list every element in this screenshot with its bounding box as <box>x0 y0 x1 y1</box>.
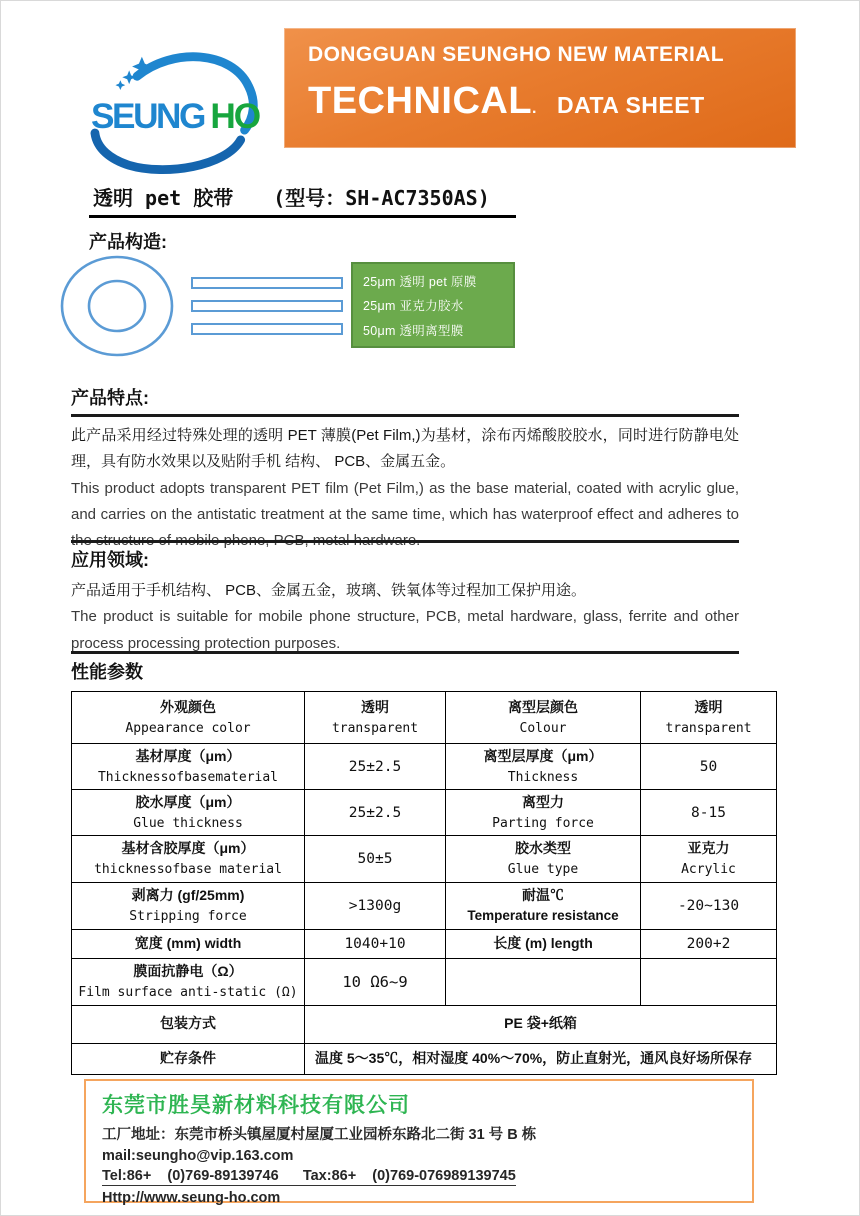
logo-swoosh-bottom <box>95 133 241 170</box>
table-cell: 胶水类型 Glue type <box>446 836 641 882</box>
table-cell: -20~130 <box>641 882 777 929</box>
table-cell: 剥离力 (gf/25mm) Stripping force <box>72 882 305 929</box>
features-heading: 产品特点: <box>71 387 739 417</box>
tape-layer-bars <box>191 277 343 346</box>
table-row <box>72 882 777 929</box>
seungho-logo-graphic <box>83 45 279 179</box>
layer-legend <box>351 262 515 348</box>
construction-heading: 产品构造: <box>89 232 167 252</box>
banner-title-main: TECHNICAL <box>308 80 533 122</box>
table-row <box>72 790 777 836</box>
logo-word-right: HO <box>210 97 262 137</box>
table-cell: 200+2 <box>641 929 777 958</box>
legend-layer-2: 25μm 亚克力胶水 <box>363 299 464 314</box>
features-section <box>71 387 739 554</box>
table-cell: 25±2.5 <box>305 790 446 836</box>
table-cell: 离型层颜色 Colour <box>446 692 641 744</box>
table-row <box>72 1043 777 1074</box>
tape-roll-icon <box>59 254 177 363</box>
table-cell: 10 Ω6~9 <box>305 958 446 1005</box>
banner-company-line: DONGGUAN SEUNGHO NEW MATERIAL <box>308 43 725 66</box>
table-cell: 宽度 (mm) width <box>72 929 305 958</box>
tape-layer-bar <box>191 323 343 335</box>
table-cell: 离型力 Parting force <box>446 790 641 836</box>
email-line: mail:seungho@vip.163.com <box>102 1148 294 1164</box>
table-cell: 包装方式 <box>72 1005 305 1043</box>
applications-text-zh: 产品适用于手机结构、 PCB、金属五金，玻璃、铁氧体等过程加工保护用途。 <box>71 582 587 600</box>
table-cell: PE 袋+纸箱 <box>305 1005 777 1043</box>
features-text-en: This product adopts transparent PET film (Pet Film,) as the base material, coated with acrylic glue, and carries on the antistatic treatment at the same time, which has waterproof effect and adheres to the structure of mobile phone, PCB, metal hardware. <box>71 479 739 549</box>
table-cell: 外观颜色 Appearance color <box>72 692 305 744</box>
table-cell: 贮存条件 <box>72 1043 305 1074</box>
table-cell: 1040+10 <box>305 929 446 958</box>
table-cell: 透明 transparent <box>305 692 446 744</box>
phone-fax-line: Tel:86+ (0)769-89139746 Tax:86+ (0)769-076989139745 <box>102 1168 516 1184</box>
table-row <box>72 958 777 1005</box>
company-name: 东莞市胜昊新材料科技有限公司 <box>102 1094 410 1117</box>
parameters-section <box>71 651 739 684</box>
table-cell: 耐温℃ Temperature resistance <box>446 882 641 929</box>
table-cell: 基材厚度（μm） Thicknessofbasematerial <box>72 744 305 790</box>
banner-title <box>308 80 796 123</box>
tape-layer-bar <box>191 300 343 312</box>
website-line: Http://www.seung-ho.com <box>102 1190 281 1206</box>
table-cell: 亚克力 Acrylic <box>641 836 777 882</box>
table-cell: 离型层厚度（μm） Thickness <box>446 744 641 790</box>
table-row <box>72 929 777 958</box>
table-cell: 胶水厚度（μm） Glue thickness <box>72 790 305 836</box>
table-cell: 膜面抗静电（Ω） Film surface anti-static (Ω) <box>72 958 305 1005</box>
table-cell: >1300g <box>305 882 446 929</box>
table-cell: 温度 5～35℃，相对湿度 40%～70%，防止直射光，通风良好场所保存 <box>305 1043 777 1074</box>
table-cell: 50 <box>641 744 777 790</box>
parameters-heading: 性能参数 <box>71 662 143 682</box>
header-banner <box>284 28 796 148</box>
banner-title-sub: DATA SHEET <box>556 92 705 118</box>
table-cell: 50±5 <box>305 836 446 882</box>
table-cell: 长度 (m) length <box>446 929 641 958</box>
applications-text-en: The product is suitable for mobile phone structure, PCB, metal hardware, glass, ferrite and other process processing protection purposes. <box>71 608 739 652</box>
banner-title-dot: . <box>532 100 537 117</box>
table-cell: 基材含胶厚度（μm） thicknessofbase material <box>72 836 305 882</box>
table-row <box>72 692 777 744</box>
features-text-zh: 此产品采用经过特殊处理的透明 PET 薄膜(Pet Film,)为基材，涂布丙烯酸胶胶水，同时进行防静电处理，具有防水效果以及贴附手机 结构、 PCB、金属五金。 <box>71 427 739 471</box>
table-cell: 透明 transparent <box>641 692 777 744</box>
table-cell: 25±2.5 <box>305 744 446 790</box>
seungho-logo <box>83 45 279 179</box>
applications-heading: 应用领域: <box>71 550 149 570</box>
product-title: 透明 pet 胶带 (型号：SH-AC7350AS) <box>89 182 516 218</box>
table-cell: 8-15 <box>641 790 777 836</box>
table-row <box>72 1005 777 1043</box>
legend-layer-3: 50μm 透明离型膜 <box>363 323 464 338</box>
legend-layer-1: 25μm 透明 pet 原膜 <box>363 275 477 289</box>
table-cell <box>446 958 641 1005</box>
table-row <box>72 744 777 790</box>
parameters-table <box>71 691 777 1075</box>
logo-word-left: SEUNG <box>91 97 207 137</box>
table-row <box>72 836 777 882</box>
company-info-box <box>84 1079 754 1206</box>
table-cell <box>641 958 777 1005</box>
applications-section <box>71 540 739 657</box>
tape-layer-bar <box>191 277 343 289</box>
factory-address: 工厂地址：东莞市桥头镇屋厦村屋厦工业园桥东路北二街 31 号 B 栋 <box>102 1127 537 1143</box>
